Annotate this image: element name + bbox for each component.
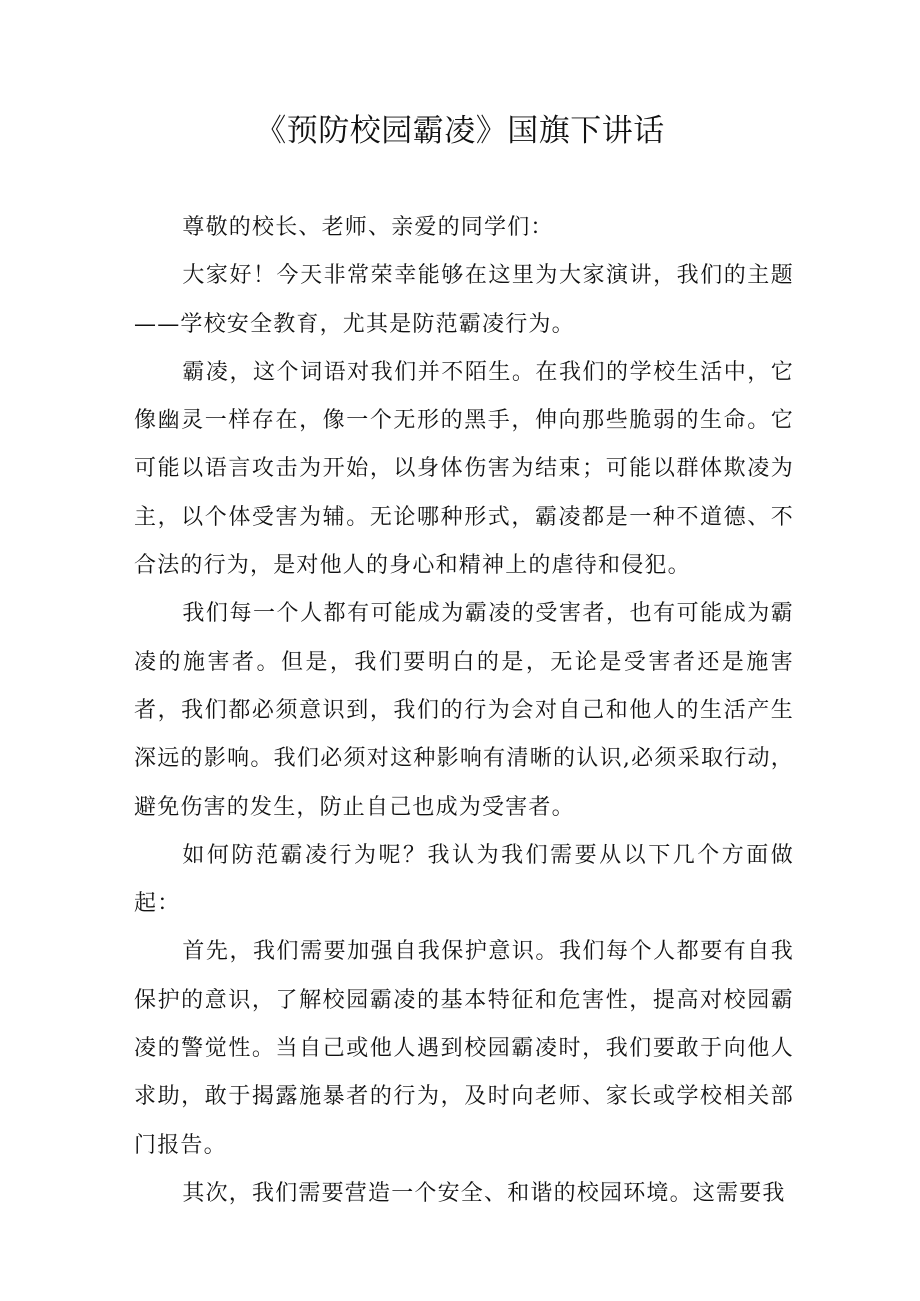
paragraph-bullying-intro: 霸凌，这个词语对我们并不陌生。在我们的学校生活中，它像幽灵一样存在，像一个无形的黑手，伸向那些脆弱的生命。它可能以语言攻击为开始，以身体伤害为结束；可能以群体欺凌为主，以个体受害为辅。无论哪种形式，霸凌都是一种不道德、不合法的行为，是对他人的身心和精神上的虐待和侵犯。 <box>134 359 794 579</box>
document-title: 《预防校园霸凌》国旗下讲话 <box>255 113 665 149</box>
paragraph-salutation: 尊敬的校长、老师、亲爱的同学们： <box>182 215 554 240</box>
paragraph-first-point: 首先，我们需要加强自我保护意识。我们每个人都要有自我保护的意识，了解校园霸凌的基本特征和危害性，提高对校园霸凌的警觉性。当自己或他人遇到校园霸凌时，我们要敢于向他人求助，敢于揭露施暴者的行为，及时向老师、家长或学校相关部门报告。 <box>134 939 794 1158</box>
paragraph-victims-and-perpetrators: 我们每一个人都有可能成为霸凌的受害者，也有可能成为霸凌的施害者。但是，我们要明白的是，无论是受害者还是施害者，我们都必须意识到，我们的行为会对自己和他人的生活产生深远的影响。我们必须对这种影响有清晰的认识,必须采取行动，避免伤害的发生，防止自己也成为受害者。 <box>134 601 794 820</box>
paragraph-how-to-prevent: 如何防范霸凌行为呢？我认为我们需要从以下几个方面做起： <box>134 842 794 917</box>
paragraph-greeting: 大家好！今天非常荣幸能够在这里为大家演讲，我们的主题——学校安全教育，尤其是防范霸凌行为。 <box>134 263 794 337</box>
paragraph-second-point: 其次，我们需要营造一个安全、和谐的校园环境。这需要我 <box>182 1180 786 1206</box>
document-body <box>134 204 794 1218</box>
